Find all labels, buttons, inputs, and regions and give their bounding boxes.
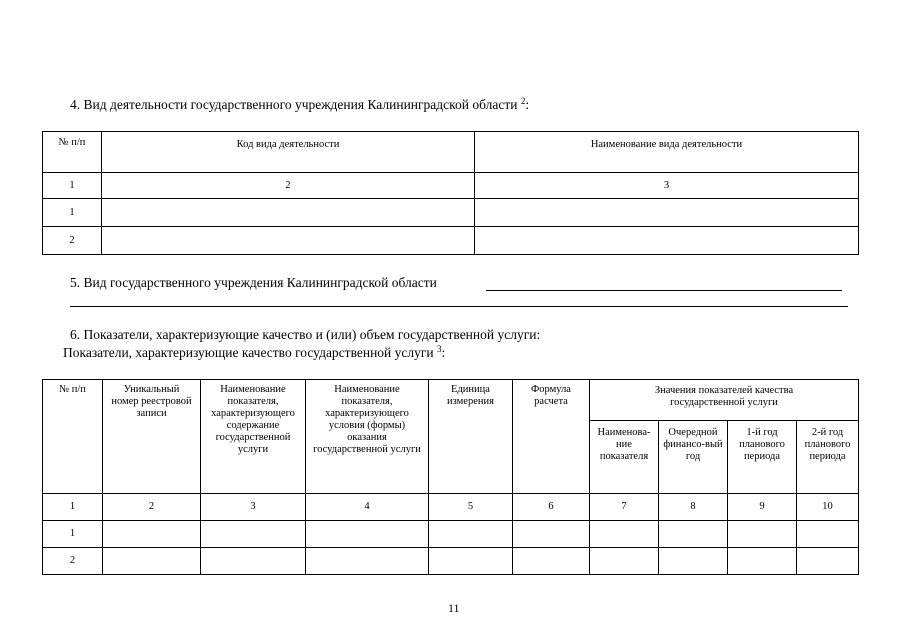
activity-types-table: [42, 131, 859, 255]
activity-code-cell: [102, 199, 475, 227]
activity-name-cell: [475, 227, 859, 255]
table-cell: [429, 548, 513, 575]
footnote-mark: 2: [520, 96, 526, 106]
table-cell: [513, 521, 590, 548]
header-number: № п/п: [43, 132, 102, 173]
header-planning-year-1: 1-й год планового периода: [728, 421, 797, 494]
header-quality-values-group: Значения показателей качества государственной услуги: [590, 380, 859, 421]
table-cell: [201, 521, 306, 548]
numbering-cell: 10: [797, 494, 859, 521]
section-6-heading: 6. Показатели, характеризующие качество и (или) объем государственной услуги:: [70, 327, 541, 342]
row-number: 2: [43, 548, 103, 575]
activity-name-cell: [475, 199, 859, 227]
table-cell: [103, 521, 201, 548]
heading-colon: :: [525, 97, 530, 112]
table-cell: [103, 548, 201, 575]
page-number: 11: [448, 601, 460, 615]
header-planning-year-2: 2-й год планового периода: [797, 421, 859, 494]
table-cell: [590, 521, 659, 548]
table-cell: [201, 548, 306, 575]
numbering-cell: 8: [659, 494, 728, 521]
header-activity-code: Код вида деятельности: [102, 132, 475, 173]
numbering-cell: 5: [429, 494, 513, 521]
header-service-content-indicator: Наименование показателя, характеризующего содержание государственной услуги: [201, 380, 306, 494]
table-cell: [429, 521, 513, 548]
header-activity-name: Наименование вида деятельности: [475, 132, 859, 173]
table-cell: [590, 548, 659, 575]
quality-indicators-subheading: [63, 345, 445, 361]
header-indicator-name: Наименова-ние показателя: [590, 421, 659, 494]
header-number: № п/п: [43, 380, 103, 494]
row-number: 2: [43, 227, 102, 255]
numbering-cell: 4: [306, 494, 429, 521]
section-4-heading: [70, 97, 529, 113]
numbering-cell: 3: [475, 173, 859, 199]
section-5-heading: 5. Вид государственного учреждения Калининградской области: [70, 275, 437, 290]
institution-type-blank-line: [486, 290, 842, 291]
header-service-conditions-indicator: Наименование показателя, характеризующего условия (формы) оказания государственной услуги: [306, 380, 429, 494]
numbering-cell: 9: [728, 494, 797, 521]
header-unit: Единица измерения: [429, 380, 513, 494]
table-cell: [797, 521, 859, 548]
table-row: [43, 521, 859, 548]
table-row: [43, 199, 859, 227]
numbering-cell: 7: [590, 494, 659, 521]
section-4-title: 4. Вид деятельности государственного учреждения Калининградской области: [70, 97, 518, 112]
numbering-cell: 2: [102, 173, 475, 199]
table-cell: [659, 548, 728, 575]
table-cell: [728, 521, 797, 548]
table-cell: [659, 521, 728, 548]
quality-indicators-table: [42, 379, 859, 575]
header-formula: Формула расчета: [513, 380, 590, 494]
activity-code-cell: [102, 227, 475, 255]
table-cell: [797, 548, 859, 575]
table-cell: [728, 548, 797, 575]
table-cell: [306, 521, 429, 548]
numbering-cell: 2: [103, 494, 201, 521]
table-cell: [306, 548, 429, 575]
quality-subheading-text: Показатели, характеризующие качество государственной услуги: [63, 345, 434, 360]
row-number: 1: [43, 521, 103, 548]
table-row: [43, 227, 859, 255]
numbering-cell: 1: [43, 173, 102, 199]
numbering-cell: 3: [201, 494, 306, 521]
header-next-fiscal-year: Очередной финансо-вый год: [659, 421, 728, 494]
heading-colon: :: [441, 345, 446, 360]
numbering-cell: 6: [513, 494, 590, 521]
header-registry-number: Уникальный номер реестровой записи: [103, 380, 201, 494]
footnote-mark: 3: [437, 344, 442, 354]
row-number: 1: [43, 199, 102, 227]
table-row: [43, 548, 859, 575]
institution-type-blank-line-2: [70, 306, 848, 307]
table-cell: [513, 548, 590, 575]
numbering-cell: 1: [43, 494, 103, 521]
